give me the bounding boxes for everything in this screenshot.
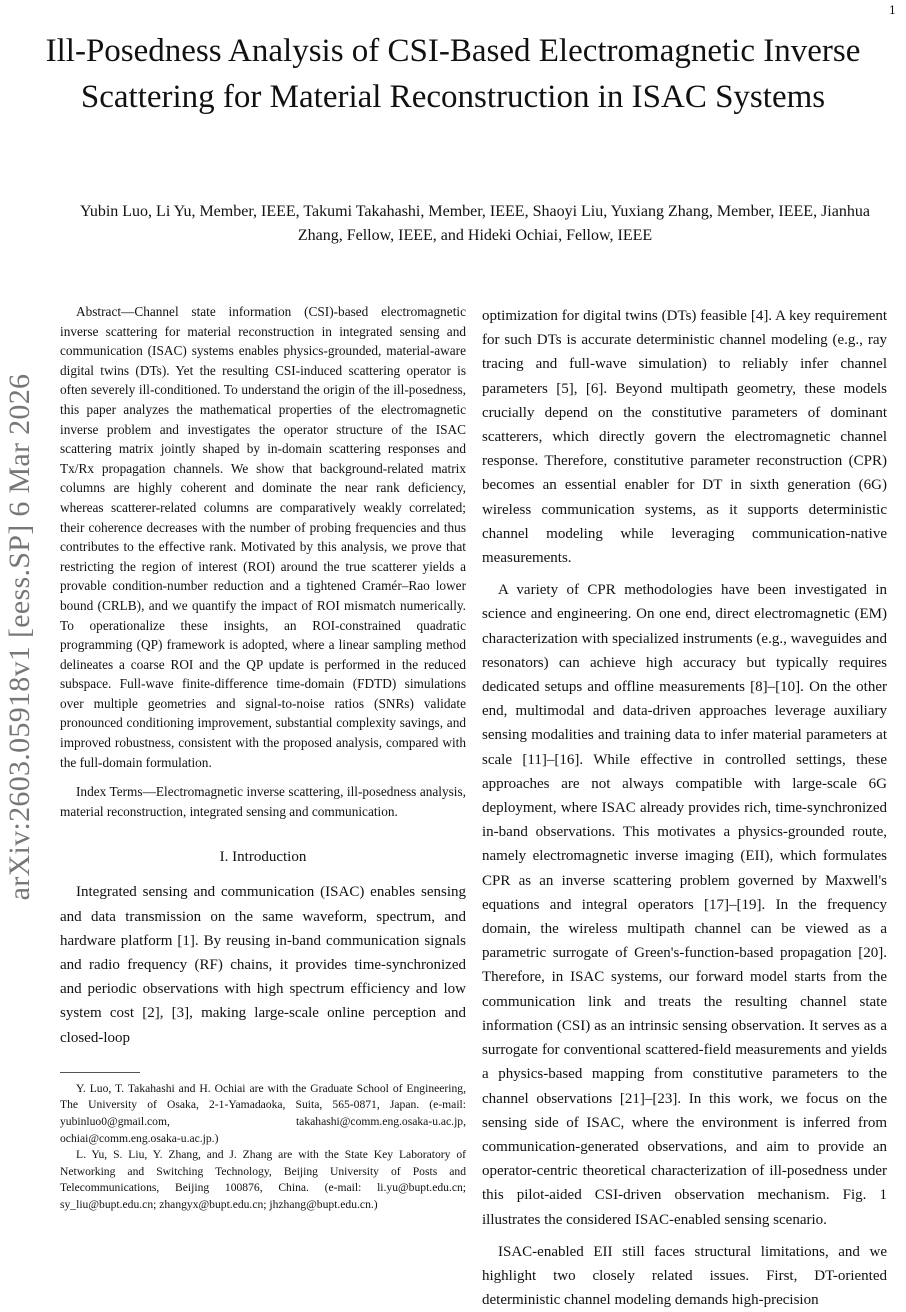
intro-paragraph: Integrated sensing and communication (ISAC) enables sensing and data transmission on the same waveform, spectrum, and hardware platform [1]. By reusing in-band communication signals and radio frequency (RF) chains, it provides time-synchronized and periodic observations with high spectrum efficiency and low system cost [2], [3], making large-scale online perception and closed-loop [60,884,466,1046]
footnote-affiliation: Y. Luo, T. Takahashi and H. Ochiai are with the Graduate School of Engineering, The University of Osaka, 2-1-Yamadaoka, Suita, 565-0871, Japan. (e-mail: yubinluo0@gmail.com, takahashi@comm.eng.osaka-u.ac.jp, ochiai@comm.eng.osaka-u.ac.jp.) [60,1081,466,1145]
footnote-affiliation: L. Yu, S. Liu, Y. Zhang, and J. Zhang are with the State Key Laboratory of Networking and Switching Technology, Beijing University of Posts and Telecommunications, Beijing 100876, China. (e-mail: li.yu@bupt.edu.cn; sy_liu@bupt.edu.cn; zhangyx@bupt.edu.cn; jhzhang@bupt.edu.cn.) [60,1148,466,1212]
page-number: 1 [889,4,896,17]
author-list: Yubin Luo, Li Yu, Member, IEEE, Takumi Takahashi, Member, IEEE, Shaoyi Liu, Yuxiang Zhang, Member, IEEE, Jianhua Zhang, Fellow, IEEE, and Hideki Ochiai, Fellow, IEEE [80,203,870,244]
left-column [60,302,466,1214]
footnote-divider [60,1072,140,1073]
body-paragraph: A variety of CPR methodologies have been investigated in science and engineering. On one end, direct electromagnetic (EM) characterization with specialized instruments (e.g., waveguides and resonators) can achieve high accuracy but typically requires dedicated setups and offline measurements [8]–[10]. On the other end, multimodal and data-driven approaches leverage auxiliary sensing modalities and training data to infer material parameters at scale [11]–[16]. While effective in controlled settings, these approaches are not always compatible with large-scale 6G deployment, where ISAC already provides rich, time-synchronized in-band observations. This motivates a physics-grounded route, namely electromagnetic inverse imaging (EII), which formulates CPR as an inverse scattering problem governed by Maxwell's equations and integral operators [17]–[19]. In the frequency domain, the wireless multipath channel can be viewed as a parametric surrogate of Green's-function-based propagation [20]. Therefore, in ISAC systems, our forward model starts from the communication link and treats the resulting channel state information (CSI) as an intrinsic sensing observation. It serves as a surrogate for conventional scattered-field measurements and yields a physics-based mapping from constitutive parameters to the channel observations [21]–[23]. In this work, we focus on the sensing side of ISAC, where the environment is inferred from communication-generated observations, and aim to provide an operator-centric theoretical characterization of ill-posedness under this pilot-aided CSI-driven observation mechanism. Fig. 1 illustrates the considered ISAC-enabled sensing scenario. [482,582,887,1228]
section-heading: I. Introduction [219,849,307,866]
arxiv-identifier: arXiv:2603.05918v1 [eess.SP] 6 Mar 2026 [3,373,36,901]
index-terms: Index Terms—Electromagnetic inverse scattering, ill-posedness analysis, material reconstruction, integrated sensing and communication. [60,784,466,819]
body-paragraph: ISAC-enabled EII still faces structural limitations, and we highlight two closely related issues. First, DT-oriented deterministic channel modeling demands high-precision [482,1243,887,1309]
abstract: Abstract—Channel state information (CSI)-based electromagnetic inverse scattering for material reconstruction in integrated sensing and communication (ISAC) systems enables physics-grounded, material-aware digital twins (DTs). Yet the resulting CSI-induced scattering operator is often severely ill-conditioned. To understand the origin of the ill-posedness, this paper analyzes the mathematical properties of the electromagnetic inverse problem and investigates the operator structure of the ISAC scattering matrix jointly shaped by in-domain scattering responses and Tx/Rx propagation channels. We show that background-related matrix columns are highly coherent and dominate the near rank deficiency, whereas scatterer-related columns are comparatively weakly correlated; their coherence decreases with the number of probing frequencies and thus contributes to the effective rank. Motivated by this analysis, we prove that restricting the region of interest (ROI) around the true scatterer yields a provable condition-number reduction and a tightened Cramér–Rao lower bound (CRLB), and we quantify the impact of ROI mismatch numerically. To operationalize these insights, an ROI-constrained quadratic programming (QP) framework is adopted, where a linear sampling method delineates a coarse ROI and the QP update is performed in the reduced subspace. Full-wave finite-difference time-domain (FDTD) simulations over multiple geometries and signal-to-noise ratios (SNRs) validate pronounced conditioning improvement, substantial complexity savings, and improved robustness, consistent with the proposed analysis, compared with the full-domain formulation. [60,304,466,770]
body-paragraph: optimization for digital twins (DTs) feasible [4]. A key requirement for such DTs is accurate deterministic channel modeling (e.g., ray tracing and full-wave simulation) to reliably infer channel parameters [5], [6]. Beyond multipath geometry, these models crucially depend on the constitutive parameters of dominant scatterers, which directly govern the electromagnetic channel response. Therefore, constitutive parameter reconstruction (CPR) becomes an essential enabler for DT in sixth generation (6G) wireless communication systems, as it supports deterministic channel modeling while leveraging communication-native measurements. [482,308,887,567]
right-column [482,304,887,1312]
paper-title: Ill-Posedness Analysis of CSI-Based Electromagnetic Inverse Scattering for Material Reconstruction in ISAC Systems [45,33,861,115]
